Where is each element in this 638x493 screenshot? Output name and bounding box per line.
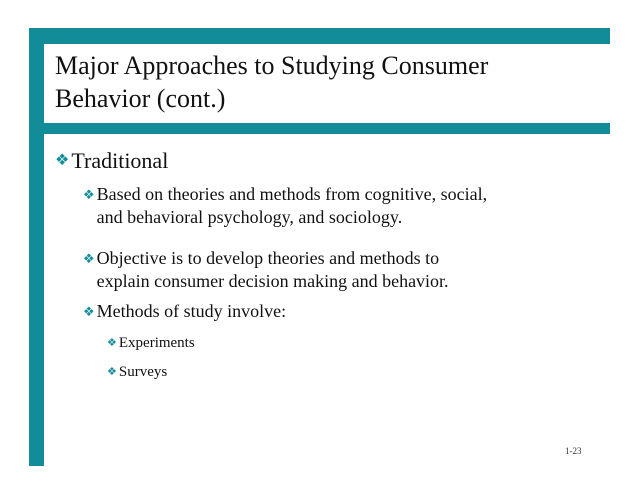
slide-title-line-2: Behavior (cont.) (55, 84, 226, 113)
diamond-bullet-icon: ❖ (107, 337, 117, 349)
sub-bullet-line-2: and behavioral psychology, and sociology. (96, 207, 403, 227)
diamond-bullet-icon: ❖ (83, 304, 95, 319)
bullet-text: Traditional (71, 148, 169, 173)
diamond-bullet-icon: ❖ (107, 366, 117, 378)
sub-sub-bullet-text: Experiments (118, 335, 195, 351)
top-accent-bar (29, 28, 610, 44)
sub-bullet-objective (83, 247, 598, 293)
sub-bullet-theories (83, 183, 598, 229)
slide-title (55, 49, 595, 115)
sub-bullet-text (97, 183, 487, 229)
bullet-traditional (55, 147, 168, 175)
left-accent-bar (29, 28, 44, 466)
sub-sub-bullet-text: Surveys (118, 364, 168, 380)
diamond-bullet-icon: ❖ (83, 251, 95, 266)
slide-title-line-1: Major Approaches to Studying Consumer (55, 51, 489, 80)
diamond-bullet-icon: ❖ (55, 152, 70, 169)
sub-bullet-text (97, 247, 449, 293)
sub-bullet-line-2: explain consumer decision making and behavior. (96, 271, 449, 291)
sub-sub-bullet-surveys (107, 362, 167, 382)
sub-bullet-text: Methods of study involve: (96, 301, 287, 321)
sub-sub-bullet-experiments (107, 333, 195, 353)
title-divider-bar (29, 123, 610, 134)
sub-bullet-line-1: Based on theories and methods from cognitive, social, (96, 184, 488, 204)
sub-bullet-methods (83, 300, 598, 323)
diamond-bullet-icon: ❖ (83, 187, 95, 202)
page-number: 1-23 (565, 446, 582, 456)
sub-bullet-line-1: Objective is to develop theories and methods to (96, 248, 440, 268)
